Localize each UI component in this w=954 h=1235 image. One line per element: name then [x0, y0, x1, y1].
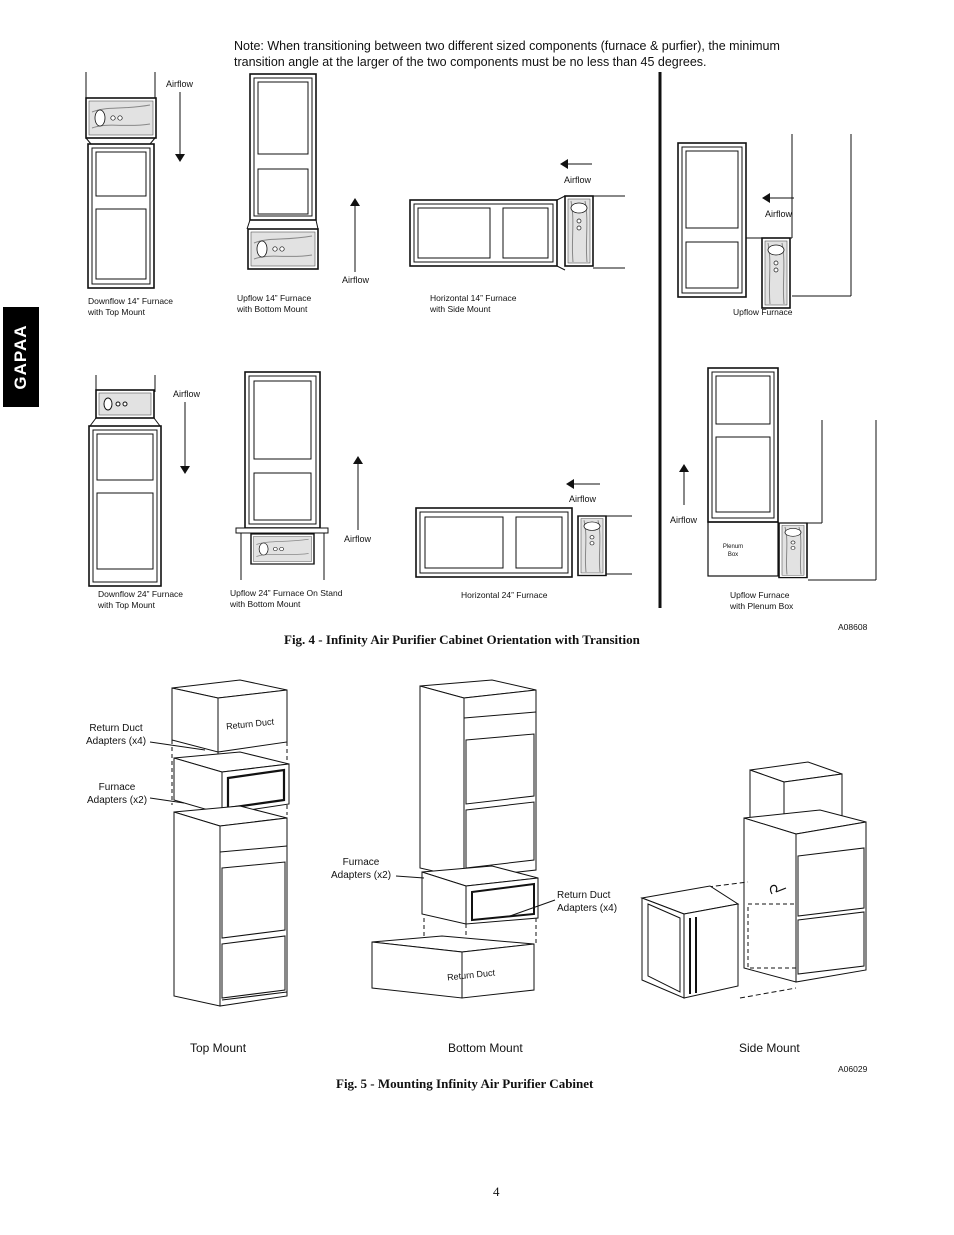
caption-line: with Bottom Mount — [237, 304, 308, 314]
return-duct-adapters-callout — [86, 723, 146, 748]
section-tab-label: GAPAA — [11, 324, 30, 390]
caption-line: Downflow 14” Furnace — [88, 296, 174, 306]
callout-line: Furnace — [342, 857, 380, 868]
figure-reference-code: A08608 — [838, 622, 868, 632]
caption-line: Horizontal 14” Furnace — [430, 293, 517, 303]
furnace-adapters-callout — [331, 857, 391, 882]
diagram-caption-horizontal-14 — [430, 293, 516, 315]
airflow-label: Airflow — [173, 389, 201, 399]
transition-note: Note: When transitioning between two different sized components (furnace & purfier), the minimum transition angle at the larger of the two components must be no less than 45 degrees. — [234, 39, 780, 69]
top-mount-label: Top Mount — [190, 1041, 247, 1055]
caption-line: Upflow Furnace — [730, 590, 790, 600]
callout-line: Adapters (x4) — [557, 902, 618, 914]
diagram-caption-upflow-plenum — [730, 590, 793, 612]
callout-line: Adapters (x2) — [87, 794, 148, 806]
caption-line: with Top Mount — [98, 600, 156, 610]
plenum-box-label — [716, 543, 750, 559]
caption-line: Horizontal 24” Furnace — [461, 590, 548, 600]
diagram-caption-upflow-14 — [237, 293, 311, 315]
plenum-box-label-line: Box — [727, 552, 739, 558]
airflow-label: Airflow — [569, 494, 597, 504]
callout-line: Adapters (x4) — [86, 735, 147, 747]
callout-line: Return Duct — [89, 723, 143, 734]
caption-line: with Side Mount — [430, 304, 491, 314]
airflow-label: Airflow — [765, 209, 793, 219]
return-duct-adapters-callout — [557, 890, 617, 915]
diagram-caption-downflow-24 — [98, 589, 183, 611]
airflow-label: Airflow — [166, 79, 194, 89]
diagram-caption-horizontal-24 — [461, 590, 547, 601]
plenum-box-label-line: Plenum — [722, 544, 744, 550]
caption-line: with Plenum Box — [730, 601, 794, 611]
caption-line: Upflow Furnace — [733, 307, 793, 317]
caption-line: Upflow 24” Furnace On Stand — [230, 588, 343, 598]
callout-line: Adapters (x2) — [331, 869, 392, 881]
airflow-label: Airflow — [670, 515, 698, 525]
callout-line: Furnace — [98, 782, 136, 793]
airflow-label: Airflow — [344, 534, 372, 544]
callout-line: Return Duct — [557, 890, 611, 901]
caption-line: with Bottom Mount — [230, 599, 301, 609]
diagram-caption-upflow-24-stand — [230, 588, 342, 610]
airflow-label: Airflow — [564, 175, 592, 185]
figure-reference-code: A06029 — [838, 1064, 868, 1074]
page-number: 4 — [493, 1184, 500, 1199]
caption-line: Upflow 14” Furnace — [237, 293, 312, 303]
return-duct-label: Return Duct — [225, 716, 275, 732]
diagram-caption-downflow-14 — [88, 296, 173, 318]
side-mount-label: Side Mount — [739, 1041, 800, 1055]
section-tab — [3, 307, 39, 407]
diagram-caption-upflow — [733, 307, 793, 318]
return-duct-label: Return Duct — [446, 967, 496, 983]
bottom-mount-label: Bottom Mount — [448, 1041, 523, 1055]
airflow-label: Airflow — [342, 275, 370, 285]
caption-line: Downflow 24” Furnace — [98, 589, 184, 599]
figure-4-caption: Fig. 4 - Infinity Air Purifier Cabinet Orientation with Transition — [284, 632, 640, 647]
figure-5-caption: Fig. 5 - Mounting Infinity Air Purifier Cabinet — [336, 1076, 594, 1091]
caption-line: with Top Mount — [88, 307, 146, 317]
furnace-adapters-callout — [87, 782, 147, 807]
